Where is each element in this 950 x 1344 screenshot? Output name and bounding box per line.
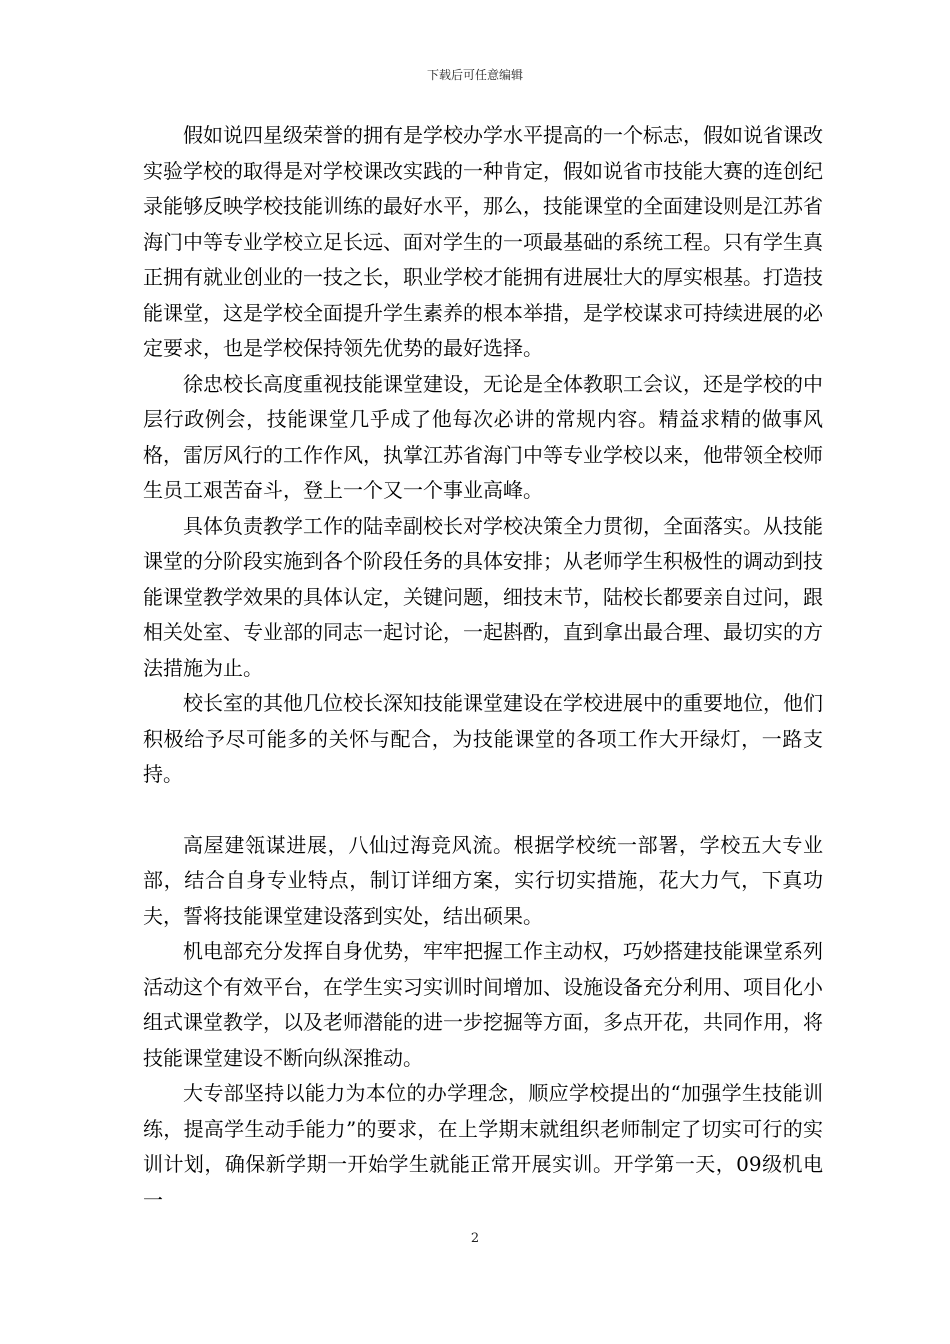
- blank-line: [143, 793, 823, 828]
- paragraph: 高屋建瓴谋进展，八仙过海竞风流。根据学校统一部署，学校五大专业部，结合自身专业特点，制订详细方案，实行切实措施，花大力气，下真功夫，誓将技能课堂建设落到实处，结出硕果。: [143, 832, 823, 928]
- paragraph: 具体负责教学工作的陆幸副校长对学校决策全力贯彻，全面落实。从技能课堂的分阶段实施到各个阶段任务的具体安排；从老师学生积极性的调动到技能课堂教学效果的具体认定，关键问题，细技末节，陆校长都要亲自过问，跟相关处室、专业部的同志一起讨论，一起斟酌，直到拿出最合理、最切实的方法措施为止。: [143, 513, 823, 680]
- page-number: 2: [470, 1231, 480, 1246]
- paragraph: 机电部充分发挥自身优势，牢牢把握工作主动权，巧妙搭建技能课堂系列活动这个有效平台，在学生实习实训时间增加、设施设备充分利用、项目化小组式课堂教学，以及老师潜能的进一步挖掘等方面，多点开花，共同作用，将技能课堂建设不断向纵深推动。: [143, 939, 823, 1070]
- paragraph: 假如说四星级荣誉的拥有是学校办学水平提高的一个标志，假如说省课改实验学校的取得是对学校课改实践的一种肯定，假如说省市技能大赛的连创纪录能够反映学校技能训练的最好水平，那么，技能课堂的全面建设则是江苏省海门中等专业学校立足长远、面对学生的一项最基础的系统工程。只有学生真正拥有就业创业的一技之长，职业学校才能拥有进展壮大的厚实根基。打造技能课堂，这是学校全面提升学生素养的根本举措，是学校谋求可持续进展的必定要求，也是学校保持领先优势的最好选择。: [143, 123, 823, 360]
- page-header: 下载后可任意编辑: [426, 68, 523, 82]
- document-body: [143, 118, 823, 1218]
- paragraph: 徐忠校长高度重视技能课堂建设，无论是全体教职工会议，还是学校的中层行政例会，技能课堂几乎成了他每次必讲的常规内容。精益求精的做事风格，雷厉风行的工作作风，执掌江苏省海门中等专业学校以来，他带领全校师生员工艰苦奋斗，登上一个又一个事业高峰。: [143, 371, 823, 502]
- paragraph: 校长室的其他几位校长深知技能课堂建设在学校进展中的重要地位，他们积极给予尽可能多的关怀与配合，为技能课堂的各项工作大开绿灯，一路支持。: [143, 691, 823, 786]
- paragraph: 大专部坚持以能力为本位的办学理念，顺应学校提出的“加强学生技能训练，提高学生动手能力”的要求，在上学期末就组织老师制定了切实可行的实训计划，确保新学期一开始学生就能正常开展实训。开学第一天，09级机电一: [143, 1081, 823, 1212]
